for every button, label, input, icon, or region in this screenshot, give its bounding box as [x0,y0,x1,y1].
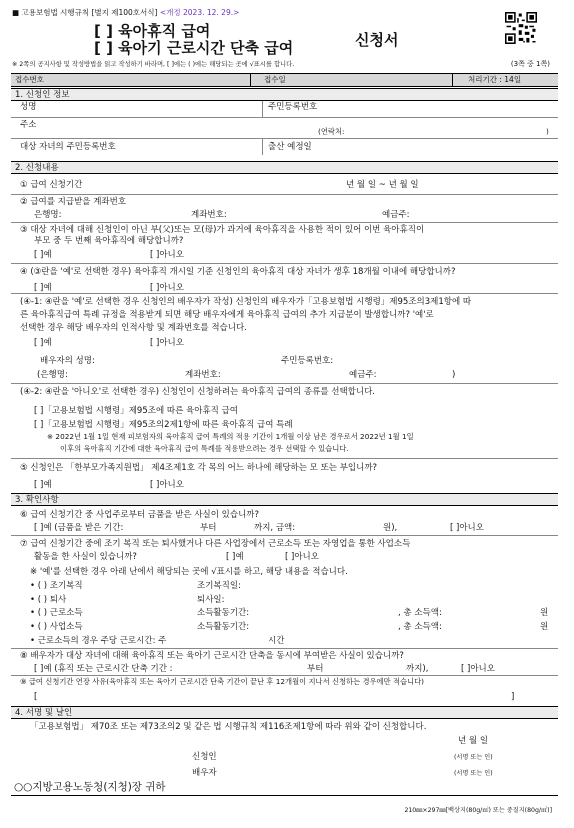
bank-label: 은행명: [34,210,62,220]
weekly-hours-label: • 근로소득의 경우 주당 근로시간: 주 [30,636,167,646]
q4-text: ④ (③란을 '예'로 선택한 경우) 육아휴직 개시일 기준 신청인의 육아휴직 대상 자녀가 생후 18개월 이내에 해당합니까? [20,267,456,277]
q8-text: ⑧ 배우자가 대상 자녀에 대해 육아휴직 또는 육아기 근로시간 단축을 동시에 부여받은 사실이 있습니까? [20,651,404,661]
name-label: 성명 [20,102,37,112]
business-income-checkbox[interactable]: • ( ) 사업소득 [30,622,83,632]
q6-yes-checkbox[interactable]: [ ]예 (금품을 받은 기간: [34,523,124,533]
q7-note: ※ '예'를 선택한 경우 아래 난에서 해당되는 곳에 √표시를 하고, 해당 내용을 적습니다. [30,567,348,577]
form-reference: ■ 고용보험법 시행규칙 [별지 제100호서식] <개정 2023. 12. 29.> [12,8,240,17]
q3-text: ③ 대상 자녀에 대해 신청인이 아닌 부(父)또는 모(母)가 과거에 육아휴직을 사용한 적이 있어 이번 육아휴직이 [20,225,425,235]
option-2-checkbox[interactable]: [ ]「고용보험법 시행령」제95조의2제1항에 따른 육아휴직 급여 특례 [34,420,293,430]
q1-label: ① 급여 신청기간 [20,180,83,190]
receipt-bar [11,73,558,87]
q3-no-checkbox[interactable]: [ ]아니오 [150,250,184,260]
spouse-bank-label: (은행명: [37,370,68,380]
instruction-note: ※ 2쪽의 공지사항 및 작성방법을 읽고 작성하기 바라며, [ ]에는 ( )에는 해당되는 곳에 √표시를 합니다. [12,61,295,68]
applicant-sign-field[interactable]: (서명 또는 인) [454,754,493,761]
spouse-rrn-label: 주민등록번호: [281,356,334,366]
account-label: 계좌번호: [191,210,227,220]
spouse-holder-label: 예금주: [349,370,377,380]
receipt-number-label: 접수번호 [15,75,44,84]
early-return-checkbox[interactable]: • ( ) 조기복직 [30,581,83,591]
qr-code-icon [505,12,537,44]
spouse-name-label: 배우자의 성명: [40,356,95,366]
contact-label: (연락처: [318,127,345,136]
spouse-label: 배우자 [192,768,217,778]
rrn-label: 주민등록번호 [268,102,318,112]
q8-no-checkbox[interactable]: [ ]아니오 [461,664,495,674]
q5-text: ⑤ 신청인은 「한부모가족지원법」 제4조제1호 각 목의 어느 하나에 해당하는 모 또는 부입니까? [20,463,378,473]
q4-1-text: (④-1: ④란을 '예'로 선택한 경우 신청인의 배우자가 작성) 신청인의 배우자가「고용보험법 시행령」제95조의3제1항에 따 [20,297,472,307]
recipient: ○○지방고용노동청(지청)장 귀하 [14,781,166,793]
child-rrn-label: 대상 자녀의 주민등록번호 [20,142,116,152]
q4-no-checkbox[interactable]: [ ]아니오 [150,283,184,293]
form-title-suffix: 신청서 [355,31,399,49]
q5-yes-checkbox[interactable]: [ ]예 [34,480,52,490]
q9-reason-field-open[interactable]: [ [34,692,38,702]
resignation-checkbox[interactable]: • ( ) 퇴사 [30,595,67,605]
section-confirmation: 3. 확인사항 [11,493,558,506]
paper-spec: 210㎜×297㎜[백상지(80g/㎡) 또는 중질지(80g/㎡)] [404,806,552,814]
q8-yes-checkbox[interactable]: [ ]예 (휴직 또는 근로시간 단축 기간 : [34,664,173,674]
q6-text: ⑥ 급여 신청기간 중 사업주로부터 금품을 받은 사실이 있습니까? [20,510,260,520]
spouse-account-label: 계좌번호: [185,370,221,380]
due-date-label: 출산 예정일 [268,142,312,152]
q4-2-text: (④-2: ④란을 '아니오'로 선택한 경우) 신청인이 신청하려는 육아휴직 급여의 종류를 선택합니다. [20,387,375,397]
q7-text: ⑦ 급여 신청기간 중에 조기 복직 또는 퇴사했거나 다른 사업장에서 근로소득 또는 자영업을 통한 사업소득 [20,539,411,549]
signature-date: 년 월 일 [458,736,489,746]
spouse-sign-field[interactable]: (서명 또는 인) [454,770,493,777]
q4-1-yes-checkbox[interactable]: [ ]예 [34,338,52,348]
option-1-checkbox[interactable]: [ ]「고용보험법 시행령」제95조에 따른 육아휴직 급여 [34,406,238,416]
q7-yes-checkbox[interactable]: [ ]예 [226,552,244,562]
applicant-label: 신청인 [192,752,217,762]
q9-text: ⑨ 급여 신청기간 연장 사유(육아휴직 또는 육아기 근로시간 단축 기간이 끝난 후 12개월이 지나서 신청하는 경우에만 적습니다) [20,677,425,686]
declaration-text: 「고용보험법」 제70조 또는 제73조의2 및 같은 법 시행규칙 제116조제1항에 따라 위와 같이 신청합니다. [30,722,427,732]
form-title: [ ] 육아휴직 급여 [ ] 육아기 근로시간 단축 급여 [94,22,294,57]
q5-no-checkbox[interactable]: [ ]아니오 [150,480,184,490]
processing-period: 처리기간 : 14일 [468,75,522,84]
revision-date: <개정 2023. 12. 29.> [159,8,240,17]
q1-period: 년 월 일 ~ 년 월 일 [346,180,419,190]
q7-no-checkbox[interactable]: [ ]아니오 [285,552,319,562]
q4-yes-checkbox[interactable]: [ ]예 [34,283,52,293]
wage-income-checkbox[interactable]: • ( ) 근로소득 [30,608,83,618]
page-indicator: (3쪽 중 1쪽) [510,60,550,68]
q6-no-checkbox[interactable]: [ ]아니오 [450,523,484,533]
q2-label: ② 급여를 지급받을 계좌번호 [20,197,127,207]
section-request: 2. 신청내용 [11,161,558,174]
holder-label: 예금주: [382,210,410,220]
section-signature: 4. 서명 및 날인 [11,706,558,719]
q4-1-no-checkbox[interactable]: [ ]아니오 [150,338,184,348]
receipt-date-label: 접수일 [264,75,286,84]
address-label: 주소 [20,120,37,130]
special-note: ※ 2022년 1월 1일 현재 피보험자의 육아휴직 급여 특례의 적용 기간이 1개월 이상 남은 경우로서 2022년 1월 1일 [47,432,414,441]
q3-yes-checkbox[interactable]: [ ]예 [34,250,52,260]
section-applicant-info: 1. 신청인 정보 [11,88,558,101]
